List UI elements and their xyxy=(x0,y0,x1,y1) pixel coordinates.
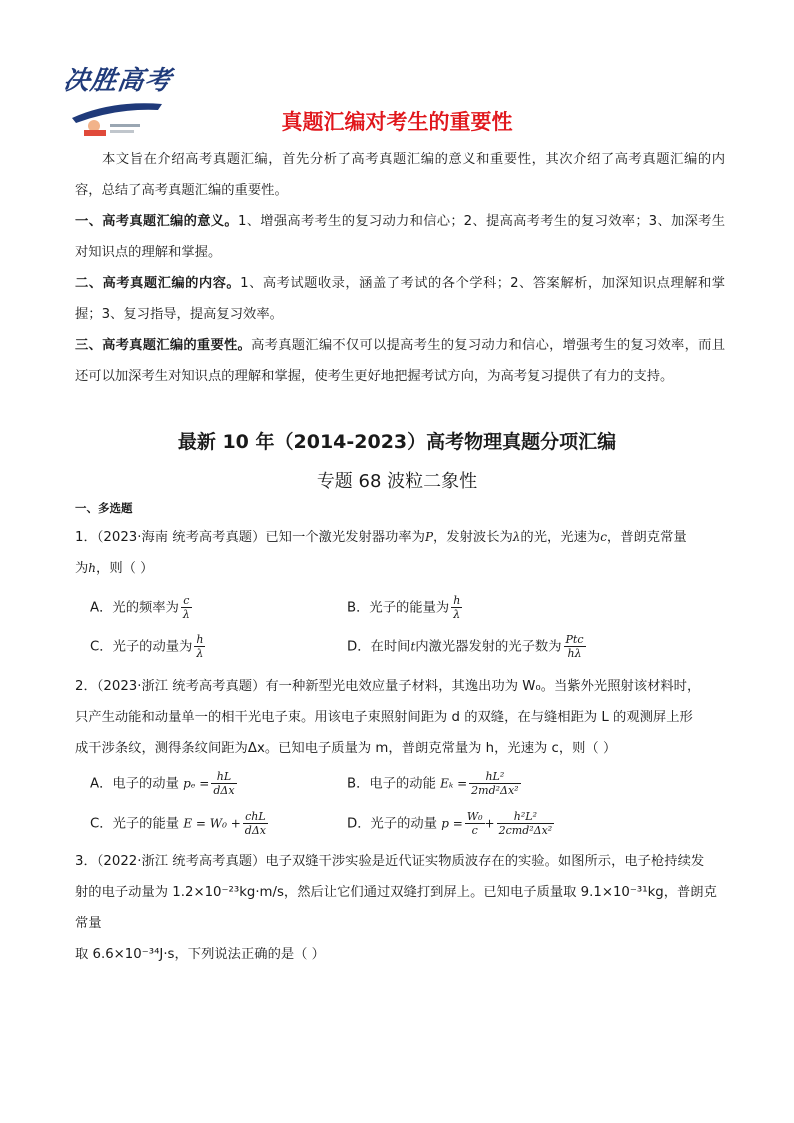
q2-line-2: 只产生动能和动量单一的相干光电子束。用该电子束照射间距为 d 的双缝，在与缝相距为 L 的观测屏上形 xyxy=(75,710,693,725)
question-3 xyxy=(75,846,730,970)
point-1-body: 1、增强高考考生的复习动力和信心；2、提高高考考生的复习效率；3、加深考生对知识点的理解和掌握。 xyxy=(75,214,725,260)
q2-line-1: 2．（2023·浙江 统考高考真题）有一种新型光电效应量子材料，其逸出功为 W₀。当紫外光照射该材料时， xyxy=(75,679,701,694)
q3-line-2: 射的电子动量为 1.2×10⁻²³kg·m/s，然后让它们通过双缝打到屏上。已知电子质量取 9.1×10⁻³¹kg，普朗克常量 xyxy=(75,885,717,931)
q3-line-3: 取 6.6×10⁻³⁴J·s，下列说法正确的是（ ） xyxy=(75,947,325,962)
q2-option-c: C．光子的能量 E = W₀ + $\frac{\text{chL}}{\text{dΔx}}$ xyxy=(90,810,266,837)
intro-paragraph: 本文旨在介绍高考真题汇编，首先分析了高考真题汇编的意义和重要性，其次介绍了高考真题汇编的内容，总结了高考真题汇编的重要性。 xyxy=(75,152,725,198)
q1-option-b: B．光子的能量为 $\frac{h}{\lambda}$ xyxy=(347,594,461,621)
header-title: 真题汇编对考生的重要性 xyxy=(281,110,513,134)
point-3-body: 高考真题汇编不仅可以提高考生的复习动力和信心，增强考生的复习效率，而且还可以加深考生对知识点的理解和掌握，使考生更好地把握考试方向，为高考复习提供了有力的支持。 xyxy=(75,338,725,384)
point-1 xyxy=(75,206,725,268)
point-1-head: 一、高考真题汇编的意义。 xyxy=(75,214,238,229)
point-2-head: 二、高考真题汇编的内容。 xyxy=(75,276,241,291)
q2-line-3: 成干涉条纹，测得条纹间距为Δx。已知电子质量为 m，普朗克常量为 h，光速为 c，则（ ） xyxy=(75,741,617,756)
point-2 xyxy=(75,268,725,330)
q1-option-c: C．光子的动量为 $\frac{h}{\lambda}$ xyxy=(90,633,204,660)
question-1 xyxy=(75,522,730,584)
q1-option-a: A．光的频率为 $\frac{c}{\lambda}$ xyxy=(90,594,190,621)
q1-line-2: 为h，则（ ） xyxy=(75,561,154,576)
q2-option-b: B．电子的动能 Eₖ = $\frac{\text{hL²}}{\text{2md²Δx²}}$ xyxy=(347,770,519,797)
logo-text: 决胜高考 xyxy=(61,66,174,96)
point-3 xyxy=(75,330,725,392)
point-3-head: 三、高考真题汇编的重要性。 xyxy=(75,338,252,353)
sub-title: 专题 68 波粒二象性 xyxy=(316,471,478,492)
question-2 xyxy=(75,671,730,764)
main-title: 最新 10 年（2014-2023）高考物理真题分项汇编 xyxy=(177,431,617,453)
q3-line-1: 3．（2022·浙江 统考高考真题）电子双缝干涉实验是近代证实物质波存在的实验。如图所示，电子枪持续发 xyxy=(75,854,705,869)
q1-option-d: D．在时间t内激光器发射的光子数为 $\frac{\text{Ptc}}{h\lambda}$ xyxy=(347,633,584,660)
q2-option-d: D．光子的动量 p = $\frac{\text{W₀}}{c}$ + $\frac{\text{h²L²}}{\text{2cmd²Δx²}}$ xyxy=(347,810,553,837)
point-2-body: 1、高考试题收录，涵盖了考试的各个学科；2、答案解析，加深知识点理解和掌握；3、复习指导，提高复习效率。 xyxy=(75,276,726,322)
q1-line-1: 1．（2023·海南 统考高考真题）已知一个激光发射器功率为P，发射波长为λ的光，光速为c，普朗克常量 xyxy=(75,530,687,545)
section-heading: 一、多选题 xyxy=(75,501,133,515)
q2-option-a: A．电子的动量 pₑ = $\frac{hL}{\text{dΔx}}$ xyxy=(90,770,235,797)
